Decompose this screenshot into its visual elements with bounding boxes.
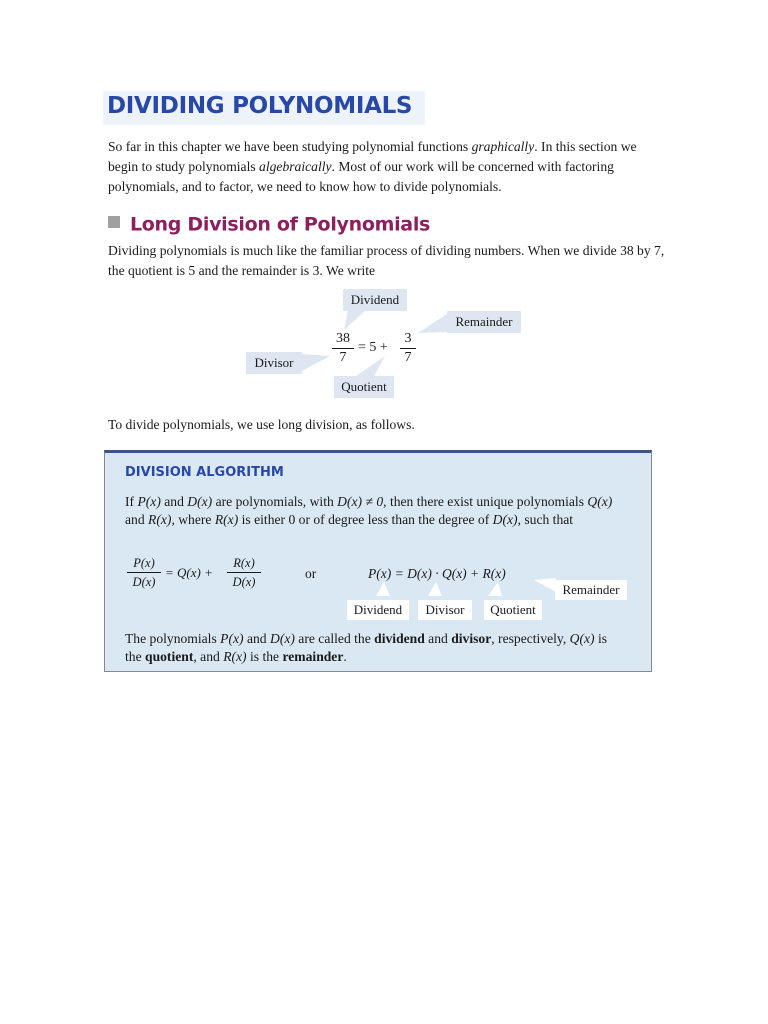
term-remainder: remainder xyxy=(282,649,344,664)
intro-text-1: So far in this chapter we have been studying polynomial functions xyxy=(108,139,472,154)
text: are called the xyxy=(294,631,375,646)
fraction-denominator: D(x) xyxy=(232,575,256,589)
fraction-bar xyxy=(400,348,416,349)
term-dividend: dividend xyxy=(374,631,425,646)
quotient-pointer xyxy=(488,582,502,596)
product-equation: P(x) = D(x) · Q(x) + R(x) xyxy=(368,566,506,581)
division-algorithm-box xyxy=(104,450,652,672)
intro-emphasis-algebraically: algebraically xyxy=(259,159,332,174)
quotient-callout: Quotient xyxy=(334,376,394,398)
section-lead-paragraph: Dividing polynomials is much like the familiar process of dividing numbers. When we divide 38 by 7, the quotient is 5 and the remainder is 3. We write xyxy=(108,243,665,278)
dividend-pointer xyxy=(376,582,390,596)
math-qx: Q(x) xyxy=(587,494,613,509)
math-dx: D(x) xyxy=(270,631,295,646)
divisor-callout: Divisor xyxy=(246,352,302,374)
text: , such that xyxy=(517,512,574,527)
math-rx: R(x) xyxy=(214,512,239,527)
math-rx: R(x) xyxy=(223,649,247,664)
remainder-callout: Remainder xyxy=(555,580,627,600)
dividend-callout: Dividend xyxy=(347,600,409,620)
intro-text-2: . In this section we begin to study polynomials xyxy=(108,139,637,174)
divisor-pointer xyxy=(300,354,330,372)
text: and xyxy=(424,631,452,646)
text: , then there exist unique polynomials xyxy=(383,494,588,509)
fraction-denominator: 7 xyxy=(404,350,412,365)
fraction-numerator: P(x) xyxy=(133,556,155,570)
term-divisor: divisor xyxy=(451,631,492,646)
math-dx: D(x) xyxy=(187,494,213,509)
text: is the xyxy=(246,649,283,664)
title-banner xyxy=(103,91,425,125)
remainder-callout: Remainder xyxy=(447,311,521,333)
fraction-denominator: D(x) xyxy=(132,575,156,589)
remainder-pointer xyxy=(418,314,447,333)
math-dx-neq-zero: D(x) ≠ 0 xyxy=(337,494,384,509)
divisor-callout: Divisor xyxy=(418,600,472,620)
quotient-pointer xyxy=(356,356,385,376)
math-dx: D(x) xyxy=(492,512,518,527)
fraction-denominator: 7 xyxy=(339,350,347,365)
text: and xyxy=(125,512,149,527)
fraction-38-over-7 xyxy=(332,331,354,366)
section-title: Long Division of Polynomials xyxy=(130,213,431,236)
quotient-callout: Quotient xyxy=(484,600,542,620)
term-quotient: quotient xyxy=(145,649,194,664)
math-px: P(x) xyxy=(137,494,161,509)
math-qx: Q(x) xyxy=(569,631,595,646)
fraction-numerator: R(x) xyxy=(233,556,255,570)
section-heading xyxy=(108,210,430,238)
after-paragraph: To divide polynomials, we use long division, as follows. xyxy=(108,417,415,432)
text: , respectively, xyxy=(491,631,570,646)
or-word: or xyxy=(305,566,317,581)
text: , where xyxy=(171,512,215,527)
divisor-pointer xyxy=(428,582,442,596)
intro-emphasis-graphically: graphically xyxy=(471,139,535,154)
text: and xyxy=(243,631,270,646)
fraction-3-over-7 xyxy=(400,331,416,366)
text: is either 0 or of degree less than the degree of xyxy=(238,512,493,527)
text: is the xyxy=(125,631,608,664)
fraction-bar xyxy=(332,348,354,349)
text: If xyxy=(125,494,138,509)
text: The polynomials xyxy=(125,631,221,646)
fraction-numerator: 38 xyxy=(336,331,350,346)
text: , and xyxy=(193,649,224,664)
dividend-pointer xyxy=(344,310,366,330)
text: . xyxy=(343,649,347,664)
dividend-callout: Dividend xyxy=(343,289,407,311)
text: are polynomials, with xyxy=(212,494,338,509)
intro-text-3: . Most of our work will be concerned with factoring polynomials, and to factor, we need to know how to divide polynomials. xyxy=(108,159,614,194)
section-square-icon xyxy=(108,216,120,228)
math-px: P(x) xyxy=(220,631,244,646)
text: and xyxy=(160,494,188,509)
math-rx: R(x) xyxy=(148,512,172,527)
page-title: DIVIDING POLYNOMIALS xyxy=(107,93,413,119)
remainder-pointer xyxy=(534,578,556,592)
equals-five-plus: = 5 + xyxy=(358,340,388,355)
fraction-numerator: 3 xyxy=(404,331,412,346)
equals-qx-plus: = Q(x) + xyxy=(165,565,213,580)
intro-paragraph xyxy=(108,137,668,197)
algorithm-title: DIVISION ALGORITHM xyxy=(125,465,284,480)
algorithm-conclusion xyxy=(125,630,625,666)
